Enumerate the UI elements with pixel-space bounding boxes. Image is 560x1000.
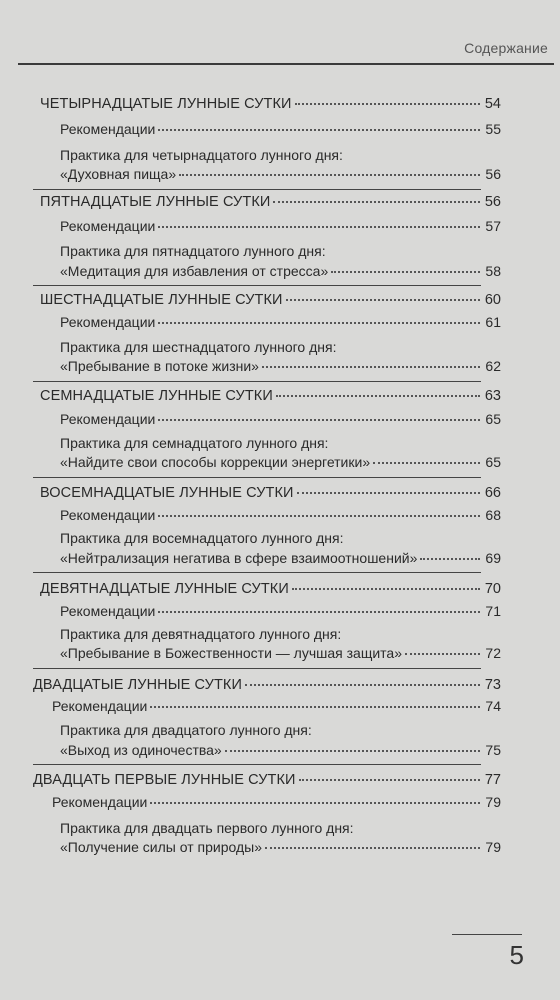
leader-dots <box>158 418 480 421</box>
recommendations-entry[interactable] <box>60 506 501 524</box>
footer-rule <box>452 934 522 935</box>
chapter-entry[interactable] <box>40 193 501 211</box>
practice-title: «Найдите свои способы коррекции энергетики» <box>60 454 371 470</box>
leader-dots <box>265 846 480 849</box>
page-ref: 65 <box>485 454 501 470</box>
leader-dots <box>150 801 480 804</box>
leader-dots <box>420 557 480 560</box>
recommendations-entry[interactable] <box>52 697 501 715</box>
leader-dots <box>225 749 480 752</box>
practice-title: «Духовная пища» <box>60 166 177 182</box>
practice-line1: Практика для шестнадцатого лунного дня: <box>60 339 337 355</box>
page-ref: 79 <box>485 839 501 855</box>
leader-dots <box>150 705 480 708</box>
entry-label: Рекомендации <box>52 698 148 714</box>
practice-line1: Практика для четырнадцатого лунного дня: <box>60 147 343 163</box>
practice-line1: Практика для семнадцатого лунного дня: <box>60 435 329 451</box>
chapter-entry[interactable] <box>40 484 501 502</box>
chapter-entry[interactable] <box>40 387 501 405</box>
practice-entry[interactable] <box>60 549 501 567</box>
chapter-title: ПЯТНАДЦАТЫЕ ЛУННЫЕ СУТКИ <box>40 194 271 210</box>
chapter-title: ЧЕТЫРНАДЦАТЫЕ ЛУННЫЕ СУТКИ <box>40 96 292 112</box>
chapter-entry[interactable] <box>40 291 501 309</box>
recommendations-entry[interactable] <box>60 313 501 331</box>
chapter-title: СЕМНАДЦАТЫЕ ЛУННЫЕ СУТКИ <box>40 388 273 404</box>
practice-entry[interactable] <box>60 741 501 759</box>
leader-dots <box>299 778 480 781</box>
page-ref: 61 <box>485 314 501 330</box>
chapter-entry[interactable] <box>33 771 501 789</box>
entry-label: Рекомендации <box>60 507 156 523</box>
leader-dots <box>297 491 480 494</box>
leader-dots <box>295 102 480 105</box>
chapter-title: ШЕСТНАДЦАТЫЕ ЛУННЫЕ СУТКИ <box>40 292 283 308</box>
practice-title: «Выход из одиночества» <box>60 742 222 758</box>
recommendations-entry[interactable] <box>60 410 501 428</box>
leader-dots <box>286 298 480 301</box>
practice-entry[interactable] <box>60 644 501 662</box>
leader-dots <box>405 652 480 655</box>
chapter-entry[interactable] <box>33 676 501 694</box>
leader-dots <box>373 461 480 464</box>
leader-dots <box>179 173 480 176</box>
entry-label: Рекомендации <box>60 218 156 234</box>
page-ref: 69 <box>485 550 501 566</box>
header-rule <box>18 63 554 65</box>
leader-dots <box>158 225 480 228</box>
section-divider <box>33 381 481 382</box>
page-ref: 55 <box>485 121 501 137</box>
practice-title: «Пребывание в Божественности — лучшая защита» <box>60 645 402 661</box>
recommendations-entry[interactable] <box>52 793 501 811</box>
section-divider <box>33 764 481 765</box>
section-divider <box>33 572 481 573</box>
chapter-title: ДВАДЦАТЬ ПЕРВЫЕ ЛУННЫЕ СУТКИ <box>33 772 296 788</box>
practice-entry[interactable] <box>60 357 501 375</box>
page-ref: 56 <box>485 166 501 182</box>
page-ref: 75 <box>485 742 501 758</box>
page-ref: 73 <box>484 677 501 693</box>
page-ref: 72 <box>485 645 501 661</box>
leader-dots <box>262 365 480 368</box>
page-ref: 54 <box>484 96 501 112</box>
page-ref: 70 <box>484 581 501 597</box>
page-ref: 66 <box>484 485 501 501</box>
section-divider <box>33 285 481 286</box>
leader-dots <box>276 394 480 397</box>
leader-dots <box>158 610 480 613</box>
section-divider <box>33 477 481 478</box>
practice-line1: Практика для двадцать первого лунного дня: <box>60 820 354 836</box>
leader-dots <box>158 514 480 517</box>
chapter-title: ДВАДЦАТЫЕ ЛУННЫЕ СУТКИ <box>33 677 242 693</box>
leader-dots <box>245 683 480 686</box>
practice-title: «Медитация для избавления от стресса» <box>60 263 329 279</box>
practice-entry[interactable] <box>60 165 501 183</box>
practice-line1: Практика для восемнадцатого лунного дня: <box>60 530 344 546</box>
page-ref: 57 <box>485 218 501 234</box>
entry-label: Рекомендации <box>60 121 156 137</box>
recommendations-entry[interactable] <box>60 602 501 620</box>
recommendations-entry[interactable] <box>60 217 501 235</box>
practice-entry[interactable] <box>60 453 501 471</box>
page-ref: 62 <box>485 358 501 374</box>
chapter-title: ВОСЕМНАДЦАТЫЕ ЛУННЫЕ СУТКИ <box>40 485 294 501</box>
leader-dots <box>158 128 480 131</box>
practice-title: «Получение силы от природы» <box>60 839 262 855</box>
page-number: 5 <box>509 940 524 970</box>
entry-label: Рекомендации <box>60 411 156 427</box>
page-ref: 60 <box>484 292 501 308</box>
entry-label: Рекомендации <box>60 603 156 619</box>
leader-dots <box>158 321 480 324</box>
practice-line1: Практика для двадцатого лунного дня: <box>60 722 312 738</box>
page-ref: 74 <box>485 698 501 714</box>
section-divider <box>33 668 481 669</box>
practice-line1: Практика для девятнадцатого лунного дня: <box>60 626 342 642</box>
practice-entry[interactable] <box>60 262 501 280</box>
page-ref: 79 <box>485 794 501 810</box>
page-ref: 58 <box>485 263 501 279</box>
practice-title: «Пребывание в потоке жизни» <box>60 358 259 374</box>
page-ref: 65 <box>485 411 501 427</box>
page-ref: 68 <box>485 507 501 523</box>
entry-label: Рекомендации <box>60 314 156 330</box>
recommendations-entry[interactable] <box>60 120 501 138</box>
practice-line1: Практика для пятнадцатого лунного дня: <box>60 243 326 259</box>
page-ref: 77 <box>484 772 501 788</box>
chapter-title: ДЕВЯТНАДЦАТЫЕ ЛУННЫЕ СУТКИ <box>40 581 289 597</box>
leader-dots <box>292 587 480 590</box>
chapter-entry[interactable] <box>40 95 501 113</box>
running-head: Содержание <box>464 40 548 56</box>
leader-dots <box>331 270 480 273</box>
entry-label: Рекомендации <box>52 794 148 810</box>
leader-dots <box>273 200 480 203</box>
chapter-entry[interactable] <box>40 580 501 598</box>
page-ref: 63 <box>484 388 501 404</box>
page-ref: 71 <box>485 603 501 619</box>
page-ref: 56 <box>484 194 501 210</box>
practice-entry[interactable] <box>60 838 501 856</box>
section-divider <box>33 189 481 190</box>
practice-title: «Нейтрализация негатива в сфере взаимоотношений» <box>60 550 418 566</box>
